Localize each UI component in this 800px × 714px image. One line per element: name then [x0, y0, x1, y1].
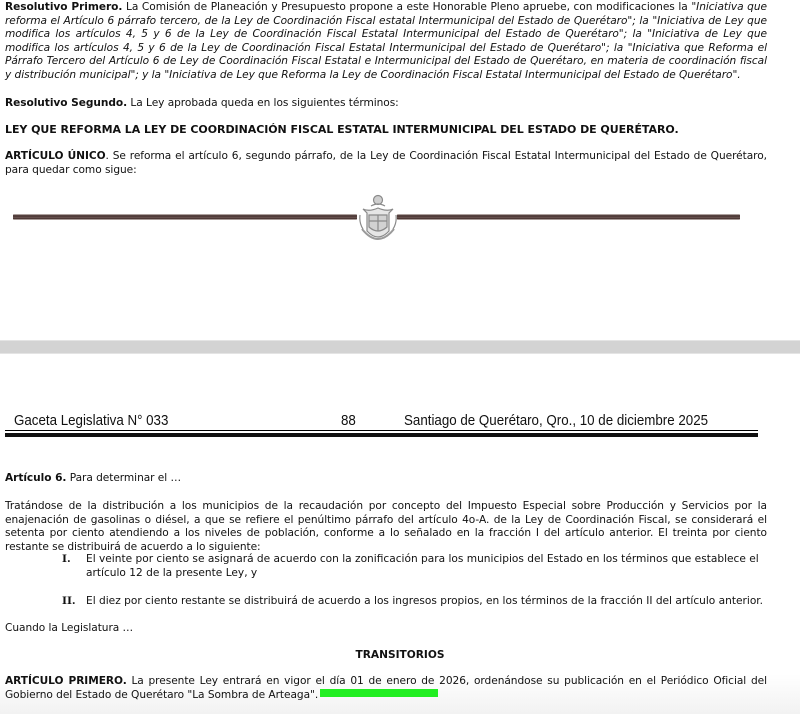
header-publication: Gaceta Legislativa N° 033: [14, 413, 169, 429]
tratandose-paragraph: Tratándose de la distribución a los municipios de la recaudación por concepto del Impuesto Especial sobre Producción y Servicios por la enajenación de gasolinas o diésel, a que se refiere el penúltimo párrafo del artículo 4o-A. de la Ley de Coordinación Fiscal, se considerará el setenta por ciento atendiendo a los niveles de población, conforme a lo señalado en la fracción I del artículo anterior. El treinta por ciento restante se distribuirá de acuerdo a lo siguiente:: [5, 500, 767, 553]
articulo-6-label: Artículo 6.: [5, 472, 67, 484]
header-place-date: Santiago de Querétaro, Qro., 10 de diciembre 2025: [404, 413, 709, 429]
articulo-unico-paragraph: [5, 150, 767, 177]
header-rule-thick: [5, 433, 758, 437]
fraccion-1-text: El veinte por ciento se asignará de acuerdo con la zonificación para los municipios del Estado en los términos que establece el artículo 12 de la presente Ley, y: [86, 553, 759, 579]
fraccion-2-number: II.: [62, 595, 76, 607]
resolutivo-primero-italic-text: "Iniciativa que reforma el Artículo 6 párrafo tercero, de la Ley de Coordinación Fiscal estatal Intermunicipal del Estado de Querétaro"; la "Iniciativa de Ley que modifica los artículos 4, 5 y 6 de la Ley de Coordinación Fiscal Estatal Intermunicipal del Estado de Querétaro"; la "Iniciativa de Ley que modifica los artículos 4, 5 y 6 de la Ley de Coordinación Fiscal Estatal Intermunicipal del Estado de Querétaro"; la "Iniciativa que Reforma el Párrafo Tercero del Artículo 6 de Ley de Coordinación Fiscal Estatal e Intermunicipal del Estado de Querétaro, en materia de coordinación fiscal y distribución municipal"; y la "Iniciativa de Ley que Reforma la Ley de Coordinación Fiscal Estatal Intermunicipal del Estado de Querétaro".: [5, 1, 767, 81]
articulo-primero-text: La presente Ley entrará en vigor el día 01 de enero de 2026, ordenándose su publicación en el Periódico Oficial del Gobierno del Estado de Querétaro "La Sombra de Arteaga".: [5, 675, 767, 701]
law-title: LEY QUE REFORMA LA LEY DE COORDINACIÓN FISCAL ESTATAL INTERMUNICIPAL DEL ESTADO DE QUERÉTARO.: [5, 123, 679, 136]
header-rule-thin: [5, 430, 758, 431]
articulo-primero-label: ARTÍCULO PRIMERO.: [5, 675, 127, 687]
ornamental-rule-right: [397, 214, 740, 220]
coat-of-arms-seal-icon: [357, 193, 399, 247]
articulo-unico-label: ARTÍCULO ÚNICO: [5, 150, 106, 162]
resolutivo-segundo-paragraph: [5, 97, 767, 111]
articulo-unico-text: . Se reforma el artículo 6, segundo párrafo, de la Ley de Coordinación Fiscal Estatal Intermunicipal del Estado de Querétaro, para quedar como sigue:: [5, 150, 767, 176]
ornamental-rule-left: [13, 214, 357, 220]
articulo-6-text: Para determinar el …: [66, 472, 182, 484]
page-separator: [0, 340, 800, 354]
resolutivo-segundo-label: Resolutivo Segundo.: [5, 97, 128, 109]
resolutivo-primero-paragraph: [5, 1, 767, 82]
resolutivo-primero-label: Resolutivo Primero.: [5, 1, 123, 13]
document-page-top: [0, 0, 800, 340]
resolutivo-primero-text: La Comisión de Planeación y Presupuesto propone a este Honorable Pleno apruebe, con modificaciones la: [122, 1, 692, 13]
resolutivo-segundo-text: La Ley aprobada queda en los siguientes términos:: [127, 97, 399, 109]
header-page-number: 88: [341, 413, 356, 429]
transitorios-heading: TRANSITORIOS: [355, 649, 445, 661]
fraccion-2-text: El diez por ciento restante se distribuirá de acuerdo a los ingresos propios, en los términos de la fracción II del artículo anterior.: [86, 595, 764, 607]
date-highlight-mark: [320, 689, 438, 697]
articulo-6-paragraph: [5, 472, 767, 486]
fraccion-1-number: I.: [62, 553, 71, 565]
cuando-paragraph: Cuando la Legislatura …: [5, 622, 134, 634]
